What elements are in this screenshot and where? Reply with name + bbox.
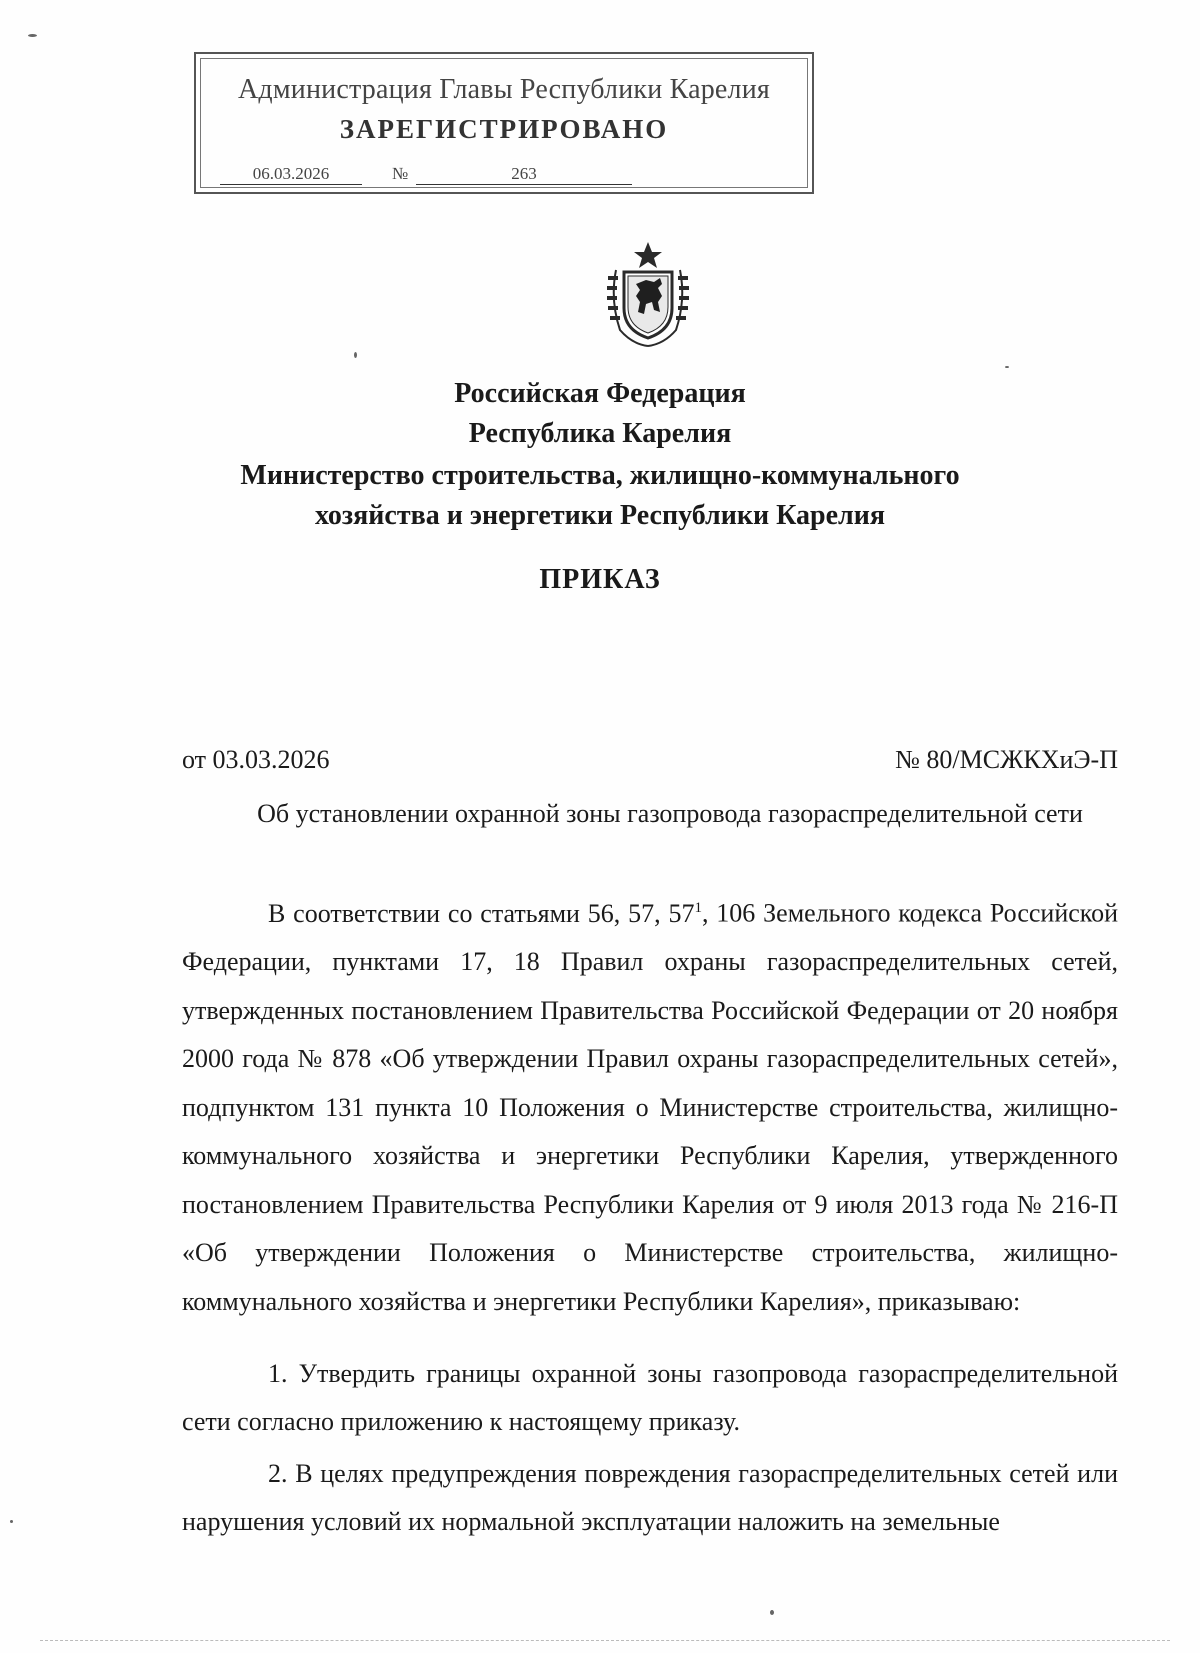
document-type: ПРИКАЗ xyxy=(539,564,661,595)
order-number: № 80/МСЖКХиЭ-П xyxy=(895,745,1118,774)
stamp-date: 06.03.2026 xyxy=(220,164,362,185)
header-country: Российская Федерация xyxy=(454,378,746,409)
header-ministry-line2: хозяйства и энергетики Республики Карелия xyxy=(314,500,886,531)
header-region: Республика Карелия xyxy=(468,418,732,449)
scan-speck xyxy=(1005,366,1009,368)
preamble-paragraph xyxy=(182,884,1118,1326)
registration-stamp xyxy=(194,52,814,194)
scan-speck xyxy=(354,352,357,358)
preamble-part1: В соответствии со статьями 56, 57, 57 xyxy=(268,898,695,928)
order-item-2 xyxy=(182,1450,1118,1546)
stamp-status: ЗАРЕГИСТРИРОВАНО xyxy=(339,114,669,144)
order-item-1-text: 1. Утвердить границы охранной зоны газопровода газораспределительной сети согласно приложению к настоящему приказу. xyxy=(182,1359,1118,1436)
stamp-number: 263 xyxy=(416,164,632,185)
order-item-2-text: 2. В целях предупреждения повреждения газораспределительных сетей или нарушения условий их нормальной эксплуатации наложить на земельные xyxy=(182,1459,1118,1536)
order-item-1 xyxy=(182,1350,1118,1446)
scan-speck xyxy=(28,34,37,37)
preamble-part2: , 106 Земельного кодекса Российской Федерации, пунктами 17, 18 Правил охраны газораспределительных сетей, утвержденных постановлением Правительства Российской Федерации от 20 ноября 2000 года № 878 «Об утверждении Правил охраны газораспределительных сетей», подпунктом 131 пункта 10 Положения о Министерстве строительства, жилищно-коммунального хозяйства и энергетики Республики Карелия, утвержденного постановлением Правительства Республики Карелия от 9 июля 2013 года № 216-П «Об утверждении Положения о Министерстве строительства, жилищно-коммунального хозяйства и энергетики Республики Карелия», приказываю: xyxy=(182,898,1118,1316)
coat-of-arms-icon xyxy=(606,240,690,350)
stamp-number-label: № xyxy=(392,164,409,183)
order-date: от 03.03.2026 xyxy=(182,745,330,774)
stamp-organization: Администрация Главы Республики Карелия xyxy=(238,74,770,105)
header-ministry-line1: Министерство строительства, жилищно-коммунального xyxy=(240,460,960,491)
scan-speck xyxy=(770,1610,774,1615)
page-bottom-edge xyxy=(40,1640,1170,1641)
scan-speck xyxy=(10,1520,13,1523)
order-subject: Об установлении охранной зоны газопровода газораспределительной сети xyxy=(257,799,1083,828)
preamble-superscript: 1 xyxy=(694,900,702,916)
